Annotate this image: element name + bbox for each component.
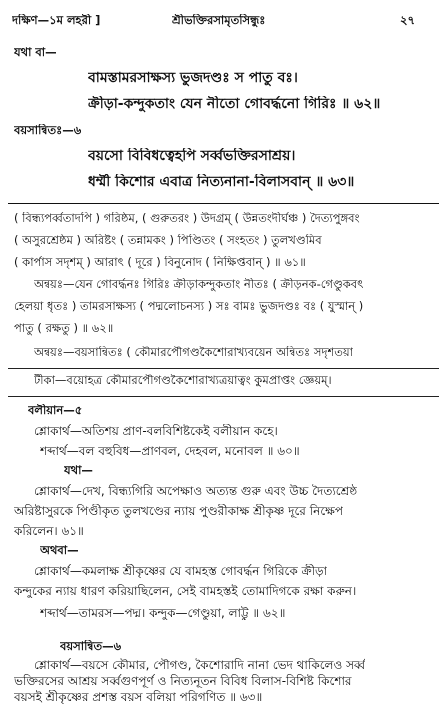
verse-62-line-2: ক্রীড়া-কন্দুকতাং যেন নীতো গোবর্দ্ধনো গিরিঃ ॥ ৬২॥ bbox=[88, 96, 381, 112]
running-head-title: শ্রীভক্তিরসামৃতসিন্ধুঃ bbox=[172, 14, 266, 27]
translation-line: শ্লোকার্থ—বয়সে কৌমার, পৌগণ্ড, কৈশোরাদি নানা ভেদ থাকিলেও সর্ব্ব bbox=[34, 658, 366, 672]
divider bbox=[8, 368, 439, 369]
section-heading: বয়সান্বিত—৬ bbox=[60, 640, 122, 653]
section-heading: যথা— bbox=[64, 464, 93, 477]
page-number: ২৭ bbox=[400, 14, 415, 27]
verse-section-heading: বয়সান্বিতঃ—৬ bbox=[14, 124, 82, 137]
commentary-line: ( কার্পাস সদৃশম্ ) আরাৎ ( দূরে ) বিনুনোদ ( নিক্ষিপ্তবান্ ) ॥ ৬১॥ bbox=[14, 256, 306, 269]
verse-63-line-2: ধর্ম্মী কিশোর এবাত্র নিত্যনানা-বিলাসবান্ ॥ ৬৩॥ bbox=[88, 174, 355, 190]
running-head-left: দক্ষিণ—১ম লহরী ] bbox=[12, 14, 101, 27]
section-heading: বলীয়ান—৫ bbox=[28, 404, 83, 417]
divider bbox=[8, 396, 439, 397]
commentary-line: ( বিন্ধ্যপর্ব্বতাদপি ) গরিষ্ঠম, ( গুরুতরং ) উদগ্রম্ ( উন্নতংদীর্ঘঞ্চ ) দৈত্যপুঙ্গবং bbox=[14, 212, 360, 225]
verse-intro: যথা বা— bbox=[14, 46, 57, 59]
translation-line: শব্দার্থ—বল বহুবিধ—প্রাণবল, দেহবল, মনোবল ॥ ৬০॥ bbox=[40, 444, 300, 458]
translation-line: করিলেন। ৬১॥ bbox=[14, 524, 84, 538]
translation-line: শ্লোকার্থ—কমলাক্ষ শ্রীকৃষ্ণের যে বামহস্ত গোবর্দ্ধন গিরিকে ক্রীড়া bbox=[34, 564, 328, 578]
section-heading: অথবা— bbox=[40, 544, 79, 557]
verse-63-line-1: বয়সো বিবিধত্বেহপি সর্ব্বভক্তিরসাশ্রয়। bbox=[88, 148, 296, 164]
translation-line: ভক্তিরসের আশ্রয় সর্ব্বগুণপূর্ণ ও নিত্যনূতন বিবিধ বিলাস-বিশিষ্ট কিশোর bbox=[14, 674, 352, 688]
divider bbox=[8, 203, 439, 204]
translation-line: কন্দুকের ন্যায় ধারণ করিয়াছিলেন, সেই বামহস্তই তোমাদিগকে রক্ষা করুন। bbox=[14, 584, 357, 598]
tika-line: টীকা—বয়োহত্র কৌমারপৌগণ্ডকৈশোরাখ্যত্রয়াত্বং কুমপ্রাপ্তং জ্ঞেয়ম্। bbox=[34, 374, 332, 387]
verse-62-line-1: বামস্তামরসাক্ষস্য ভুজদণ্ডঃ স পাতু বঃ। bbox=[88, 70, 298, 86]
commentary-line: অন্বয়ঃ—বয়সান্বিতঃ ( কৌমারপৌগণ্ডকৈশোরাখ্যবয়েন অন্বিতঃ সদৃশতয়া bbox=[34, 346, 354, 359]
commentary-line: হেলয়া ধৃতঃ ) তামরসাক্ষস্য ( পদ্মলোচনস্য ) সঃ বামঃ ভুজদণ্ডঃ বঃ ( যুস্মান্ ) bbox=[14, 300, 364, 313]
translation-line: শ্লোকার্থ—অতিশয় প্রাণ-বলবিশিষ্টকেই বলীয়ান কহে। bbox=[34, 424, 278, 438]
translation-line: অরিষ্টাসুরকে পিণ্ডীকৃত তুলখণ্ডের ন্যায় পুণ্ডরীকাক্ষ শ্রীকৃষ্ণ দূরে নিক্ষেপ bbox=[14, 504, 344, 518]
commentary-line: পাতু ( রক্ষতু ) ॥ ৬২॥ bbox=[14, 322, 114, 335]
translation-line: শব্দার্থ—তামরস—পদ্ম। কন্দুক—গেণ্ডুয়া, লাট্টু ॥ ৬২॥ bbox=[40, 606, 286, 620]
commentary-line: ( অসুরশ্রেষ্ঠম ) অরিষ্টং ( তন্নামকং ) পিণ্ডিতং ( সংহতং ) তুলখণ্ডমিব bbox=[14, 234, 322, 247]
commentary-line: অন্বয়ঃ—যেন গোবর্দ্ধনঃ গিরিঃ ক্রীড়াকন্দুকতাং নীতঃ ( ক্রীড়নক-গেণ্ডুকবৎ bbox=[34, 278, 364, 291]
translation-line: বয়সই শ্রীকৃষ্ণের প্রশস্ত বয়স বলিয়া পরিগণিত ॥ ৬৩॥ bbox=[14, 690, 263, 704]
translation-line: শ্লোকার্থ—দেখ, বিন্ধ্যগিরি অপেক্ষাও অত্যন্ত গুরু এবং উচ্চ দৈত্যশ্রেষ্ঠ bbox=[34, 484, 358, 498]
